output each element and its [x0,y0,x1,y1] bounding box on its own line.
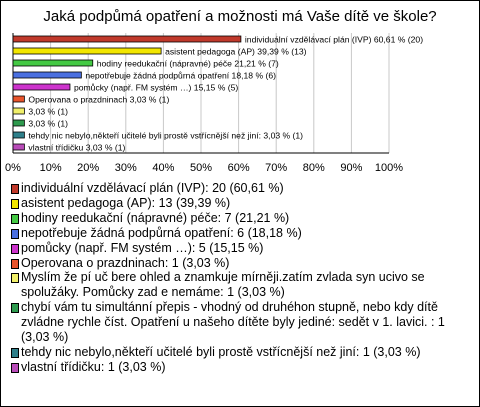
legend-label: hodiny reedukační (nápravné) péče: 7 (21,21 %) [21,210,290,225]
x-tick-label: 20% [77,162,100,174]
legend-item [11,360,473,375]
x-tick-label: 90% [340,162,363,174]
legend-label: pomůcky (např. FM systém …): 5 (15,15 %) [21,240,264,255]
x-tick-label: 70% [265,162,288,174]
bar-data-label: tehdy nic nebylo,někteří učitelé byli prostě vstřícnější než jiní: 3,03 % (1) [28,130,304,141]
bar-data-label: Operovana o prazdninach 3,03 % (1) [28,94,170,105]
legend-label: nepotřebuje žádná podpůrná opatření: 6 (18,18 %) [21,225,302,240]
legend-label: Myslím že pí uč bere ohled a znamkuje mírněji.zatím zvlada syn ucivo se spolužáky. Pomůcky zad e nemáme: 1 (3,03 %) [21,270,425,300]
bar-chart [1,1,479,176]
x-tick-label: 30% [114,162,137,174]
legend-item [11,270,473,300]
x-tick-label: 100% [374,162,404,174]
legend-label: tehdy nic nebylo,někteří učitelé byli prostě vstřícnější než jiní: 1 (3,03 %) [21,344,421,359]
bar-data-label: pomůcky (např. FM systém …) 15,15 % (5) [73,82,239,93]
bar [13,144,24,150]
legend-item [11,211,473,226]
bar [13,120,24,126]
bar [13,108,24,114]
legend-item [11,181,473,196]
legend-swatch [11,199,19,209]
x-tick-label: 0% [5,162,21,174]
x-tick-label: 40% [152,162,175,174]
legend-item [11,345,473,360]
bar-data-label: 3,03 % (1) [28,118,69,129]
legend-swatch [11,184,19,194]
x-tick-label: 60% [227,162,250,174]
legend-item [11,256,473,271]
legend-swatch [11,259,19,269]
legend-swatch [11,348,19,358]
legend-swatch [11,303,19,313]
legend-swatch [11,214,19,224]
legend-label: asistent pedagoga (AP): 13 (39,39 %) [21,195,231,210]
legend-swatch [11,229,19,239]
legend-label: vlastní třídičku: 1 (3,03 %) [21,359,166,374]
bar-data-label: asistent pedagoga (AP) 39,39 % (13) [165,46,307,57]
bar [13,60,93,66]
x-tick-label: 10% [39,162,62,174]
bar-data-label: vlastní třídičku 3,03 % (1) [28,142,126,153]
bar [13,132,24,138]
legend-item [11,300,473,345]
bar-data-label: hodiny reedukační (nápravné) péče 21,21 % (7) [96,58,279,69]
bar-data-label: individuální vzdělávací plán (IVP) 60,61 % (20) [244,34,424,45]
legend-item [11,226,473,241]
bar [13,36,241,42]
bar-data-label: nepotřebuje žádná podpůrná opatření 18,18 % (6) [85,70,276,81]
legend-item [11,241,473,256]
legend-label: chybí vám tu simultánní přepis - vhodný od druhéhon stupně, nebo kdy dítě zvládne rychle číst. Opatření u našeho dítěte byly jediné: sedět v 1. lavici. : 1 (3,03 %) [21,300,445,345]
x-tick-label: 50% [189,162,213,174]
legend-label: Operovana o prazdninach: 1 (3,03 %) [21,255,230,270]
chart-title: Jaká podpůmá opatření a možnosti má Vaše dítě ve škole? [43,8,437,25]
legend-item [11,196,473,211]
x-tick-label: 80% [302,162,325,174]
bar [13,72,81,78]
legend-label: individuální vzdělávací plán (IVP): 20 (60,61 %) [21,181,284,195]
bar [13,48,161,54]
legend-swatch [11,273,19,283]
legend-swatch [11,363,19,373]
bar [13,84,70,90]
bar-data-label: 3,03 % (1) [28,106,69,117]
chart-legend [11,181,473,375]
bar [13,96,24,102]
legend-swatch [11,244,19,254]
